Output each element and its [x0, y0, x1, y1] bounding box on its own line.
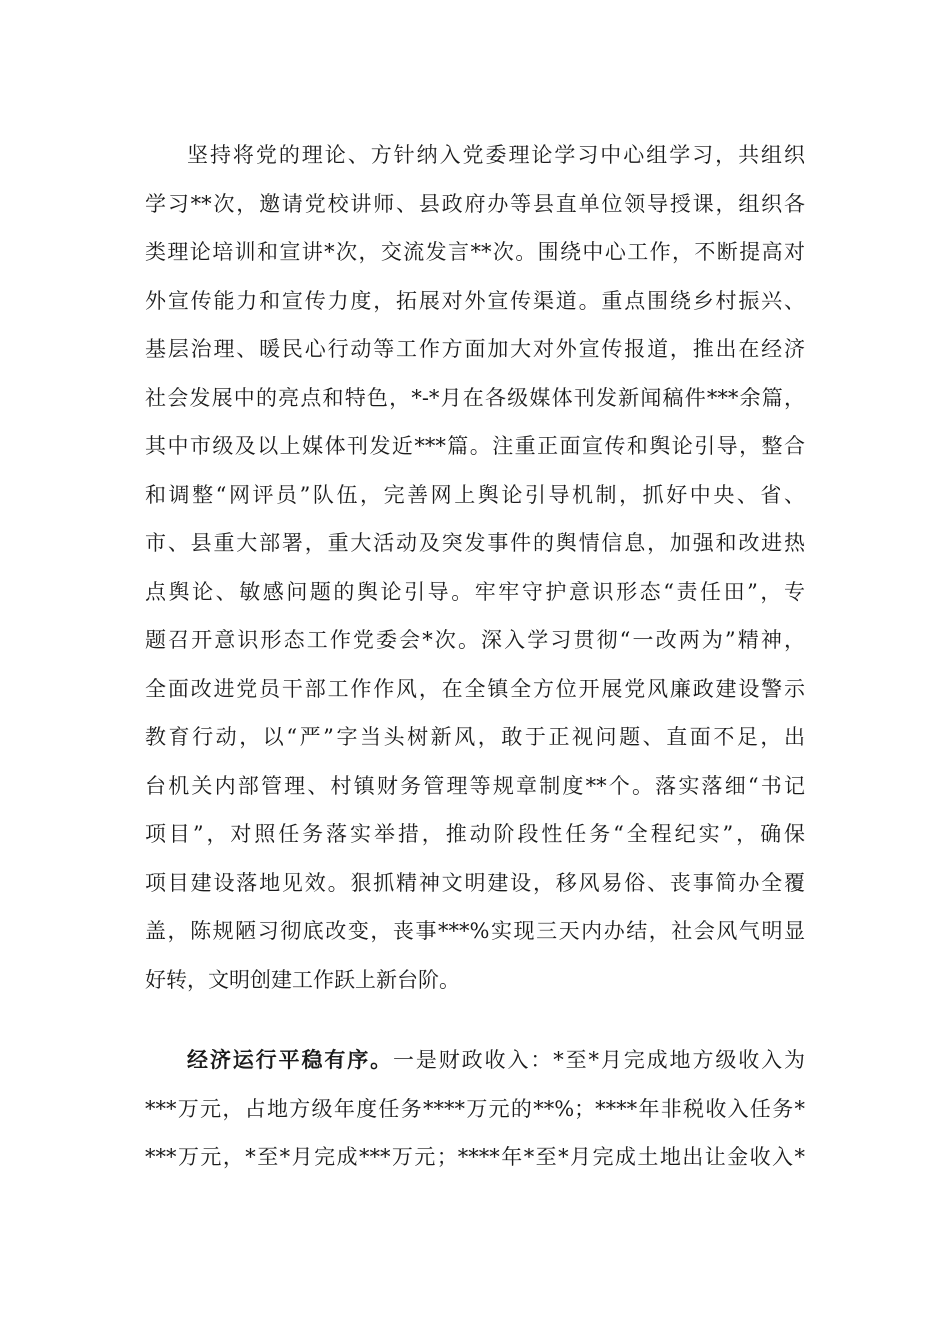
text-line: 全面改进党员干部工作作风，在全镇全方位开展党风廉政建设警示 — [145, 676, 805, 701]
text-line: 其中市级及以上媒体刊发近***篇。注重正面宣传和舆论引导，整合 — [145, 434, 805, 458]
text-line: 点舆论、敏感问题的舆论引导。牢牢守护意识形态“责任田”，专 — [145, 579, 805, 604]
text-line: 项目”，对照任务落实举措，推动阶段性任务“全程纪实”，确保 — [145, 822, 805, 846]
text-line: 坚持将党的理论、方针纳入党委理论学习中心组学习，共组织 — [187, 143, 805, 167]
text-run: 一是财政收入：*至*月完成地方级收入为 — [393, 1048, 805, 1072]
text-line: ***万元，*至*月完成***万元；****年*至*月完成土地出让金收入* — [145, 1145, 805, 1169]
paragraph-economy — [145, 1036, 805, 1182]
text-line: 市、县重大部署，重大活动及突发事件的舆情信息，加强和改进热 — [145, 531, 805, 555]
section-lead-heading: 经济运行平稳有序。 — [187, 1047, 393, 1072]
text-line — [145, 1036, 805, 1085]
text-line: 基层治理、暖民心行动等工作方面加大对外宣传报道，推出在经济 — [145, 337, 805, 361]
text-line: 社会发展中的亮点和特色，*-*月在各级媒体刊发新闻稿件***余篇， — [145, 385, 805, 410]
text-line: 教育行动，以“严”字当头树新风，敢于正视问题、直面不足，出 — [145, 725, 805, 749]
text-line: 和调整“网评员”队伍，完善网上舆论引导机制，抓好中央、省、 — [145, 482, 805, 507]
paragraph-ideology-work — [145, 131, 805, 1004]
text-line: 好转，文明创建工作跃上新台阶。 — [145, 967, 460, 992]
text-line: 学习**次，邀请党校讲师、县政府办等县直单位领导授课，组织各 — [145, 191, 805, 216]
text-line: 外宣传能力和宣传力度，拓展对外宣传渠道。重点围绕乡村振兴、 — [145, 288, 805, 313]
text-line: 题召开意识形态工作党委会*次。深入学习贯彻“一改两为”精神， — [145, 628, 805, 652]
text-line: 台机关内部管理、村镇财务管理等规章制度**个。落实落细“书记 — [145, 773, 805, 798]
text-line: 项目建设落地见效。狠抓精神文明建设，移风易俗、丧事简办全覆 — [145, 870, 805, 895]
text-line: ***万元，占地方级年度任务****万元的**%；****年非税收入任务* — [145, 1096, 805, 1121]
text-line: 类理论培训和宣讲*次，交流发言**次。围绕中心工作，不断提高对 — [145, 240, 805, 264]
text-line: 盖，陈规陋习彻底改变，丧事***%实现三天内办结，社会风气明显 — [145, 919, 805, 943]
